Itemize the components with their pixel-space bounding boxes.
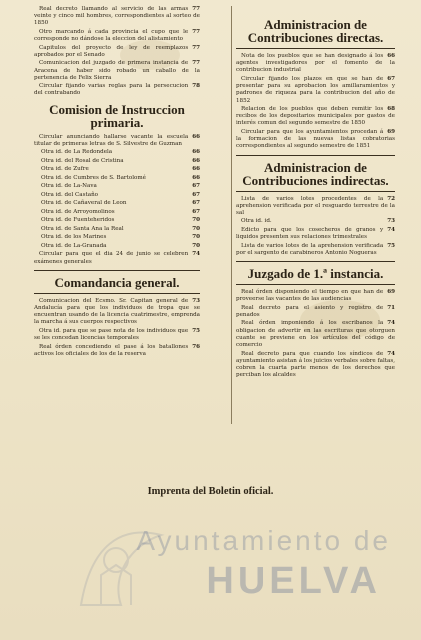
index-entry [34, 45, 200, 59]
entry-text: Circular para que los ayuntamientos procedan á la formacion de las nuevas listas cobratorias correspondientes al segundo semestre de 1851 [236, 128, 395, 150]
juzgado-list [236, 289, 395, 379]
index-entry [34, 217, 200, 224]
entry-text: Otra id. de Zufre [41, 166, 89, 173]
divider [236, 155, 395, 156]
index-entry [34, 298, 200, 327]
entry-text: Comunicacion del juzgado de primera instancia de Aracena de haber sido robado un caballo de la pertenencia de Felix Sierra [34, 60, 200, 81]
entry-text: Real órden imponiendo á los escribanos la obligacion de advertir en las escrituras que otorguen cuante se previene en los artículos del código de comercio [236, 320, 395, 349]
index-entry [34, 149, 200, 156]
entry-text: Otra id. de La-Granada [41, 242, 107, 249]
left-top-entries [34, 6, 200, 98]
index-entry [34, 6, 200, 28]
index-entry [236, 196, 395, 218]
index-entry [34, 344, 200, 358]
instruccion-intro: 66 Circular anunciando hallarse vacante la escuela titular de primeras letras de S. Silvestre de Guzman [34, 133, 200, 147]
entry-text: Otra id. del Castaño [41, 191, 99, 198]
page-number: 66 [192, 166, 200, 173]
index-entry [236, 76, 395, 105]
page-number: 67 [192, 208, 200, 215]
entry-text: Comunicacion del Ecsmo. Sr. Capitan general de Andalucía para que los individuos de tropa que se encuentran usando de la licencia cuatrimestre, emprenda la marcha á sus cuerpos respectivos [34, 297, 200, 326]
index-entry [34, 192, 200, 199]
page-number: 73 [387, 218, 395, 225]
entry-text: Relacion de los pueblos que deben remitir los recibos de los depositarios municipales por gastos de interés comun del segundo semestre de 1850 [236, 106, 395, 127]
entry-text: Otra id. de los Marines [41, 234, 107, 241]
entry-text: Lista de varios lotes procedentes de la aprehension verificada por el resguardo terrestre de la sal [236, 195, 395, 216]
page-number: 70 [192, 242, 200, 249]
page-number: 76 [192, 343, 200, 350]
page-number: 74 [387, 350, 395, 357]
index-entry [34, 234, 200, 241]
index-entry [236, 320, 395, 349]
entry-text: Real decreto llamando al servicio de las armas veinte y cinco mil hombres, correspondientes al sorteo de 1850 [34, 6, 200, 27]
page-number: 75 [387, 242, 395, 249]
entry-text: Otra id. de Arroyomolinos [41, 208, 115, 215]
page-number: 75 [192, 327, 200, 334]
watermark-line2: HUELVA [206, 560, 381, 602]
entry-text: Otra id. del Rosal de Cristina [41, 157, 124, 164]
index-entry [34, 200, 200, 207]
index-entry [34, 209, 200, 216]
entry-text: Otra id. id. [241, 218, 272, 225]
entry-text: Real decreto para que cuando los síndicos de ayuntamiento asistan á los juicios verbales sobre faltas, cobren la cuarta parte menos de los derechos que perciban los alcaldes [236, 350, 395, 379]
entry-text: Otro marcando á cada provincia el cupo que le corresponde no dándose la eleccion del alistamiento [34, 28, 189, 43]
index-entry [34, 183, 200, 190]
index-entry [34, 175, 200, 182]
entry-text: Edicto para que los cosecheros de granos y liquidos presenten sus relaciones trimestrales [236, 226, 384, 241]
index-entry [34, 243, 200, 250]
entry-text: Nota de los pueblos que se han designado á los agentes investigadores por el fomento de la contribucion industrial [236, 53, 395, 74]
directas-list [236, 53, 395, 151]
divider [34, 270, 200, 271]
index-entry [236, 351, 395, 380]
comandancia-list [34, 298, 200, 358]
page-number: 67 [192, 200, 200, 207]
divider [34, 293, 200, 294]
divider [236, 191, 395, 192]
page-number: 69 [387, 128, 395, 135]
index-entry [236, 289, 395, 303]
page-number: 74 [387, 226, 395, 233]
imprenta-footer: Imprenta del Boletin oficial. [147, 486, 274, 497]
section-title-comandancia: Comandancia general. [54, 274, 180, 290]
instruccion-closing: 74 Circular para que el dia 24 de junio se celebren exámenes generales [34, 251, 200, 265]
page-number: 71 [387, 304, 395, 311]
entry-text: Otra id. de La-Nava [41, 183, 97, 190]
page-number: 70 [192, 234, 200, 241]
page-number: 70 [192, 217, 200, 224]
left-column [34, 6, 200, 359]
instruccion-list [34, 149, 200, 250]
index-entry [34, 158, 200, 165]
index-entry [236, 53, 395, 75]
entry-text: Otra id. de Cañaveral de Leon [41, 200, 127, 207]
indirectas-list [236, 196, 395, 258]
section-title-indirectas: Administracion de Contribuciones indirectas. [242, 159, 389, 188]
page-number: 66 [192, 157, 200, 164]
divider [236, 284, 395, 285]
index-entry [34, 226, 200, 233]
index-entry [34, 166, 200, 173]
divider [236, 48, 395, 49]
page-number: 77 [192, 44, 200, 51]
entry-text: Circular fijando varias reglas para la persecucion del contrabando [34, 83, 189, 97]
right-column [231, 6, 395, 424]
page-number: 69 [387, 289, 395, 296]
index-entry [236, 243, 395, 257]
entry-text: Otra id. para que se pase nota de los individuos que se les concedan licencias temporales [34, 327, 189, 342]
page-number: 66 [192, 174, 200, 181]
index-entry [236, 305, 395, 319]
index-entry [34, 60, 200, 82]
entry-text: Lista de varios lotes de la aprehension verificada por el sargento de carabineros Antonio Nogueras [236, 242, 384, 256]
page-number: 66 [387, 53, 395, 59]
index-entry [236, 129, 395, 151]
index-entry [34, 83, 200, 97]
page-number: 67 [192, 183, 200, 190]
section-title-directas: Administracion de Contribuciones directas. [247, 17, 384, 45]
entry-text: Otra id. de Santa Ana la Real [41, 225, 124, 232]
entry-text: Otra id. de Cumbres de S. Bartolomé [41, 174, 146, 181]
index-entry [236, 106, 395, 128]
index-entry [34, 328, 200, 342]
page-number: 70 [192, 225, 200, 232]
index-entry [236, 218, 395, 225]
page-number: 78 [192, 83, 200, 90]
page-number: 77 [192, 28, 200, 35]
page-number: 67 [387, 75, 395, 82]
entry-text: Otra id. de Fuenteheridos [41, 217, 115, 224]
divider [236, 261, 395, 262]
page-number: 73 [192, 297, 200, 304]
entry-text: Otra id. de La Redondela [41, 149, 113, 156]
page-number: 67 [192, 191, 200, 198]
watermark-line1: Ayuntamiento de [136, 525, 391, 556]
page-number: 68 [387, 106, 395, 113]
entry-text: Real órden concediendo el pase á los batallones activos los oficiales de los de la reserva [34, 343, 189, 357]
page-number: 72 [387, 195, 395, 202]
entry-text: Capitulos del proyecto de ley de reemplazos aprobados por el Senado [34, 44, 189, 58]
page-number: 77 [192, 60, 200, 67]
entry-text: Circular fijando los plazos en que se han de presentar para su aprobacion los amillaramientos y padrones de riqueza para la contribucion del año de 1852 [236, 75, 395, 104]
page-number: 77 [192, 6, 200, 12]
index-entry [34, 29, 200, 43]
index-entry [236, 227, 395, 241]
section-title-juzgado: Juzgado de 1.ª instancia. [247, 266, 384, 282]
entry-text: Real órden disponiendo el tiempo en que han de proveerse las vacantes de las audiencias [236, 289, 384, 303]
page-number: 66 [192, 149, 200, 156]
section-title-instruccion: Comision de Instruccion primaria. [49, 101, 185, 130]
entry-text: Real decreto para el asiento y registro de penados [236, 304, 384, 318]
page-number: 74 [387, 320, 395, 327]
